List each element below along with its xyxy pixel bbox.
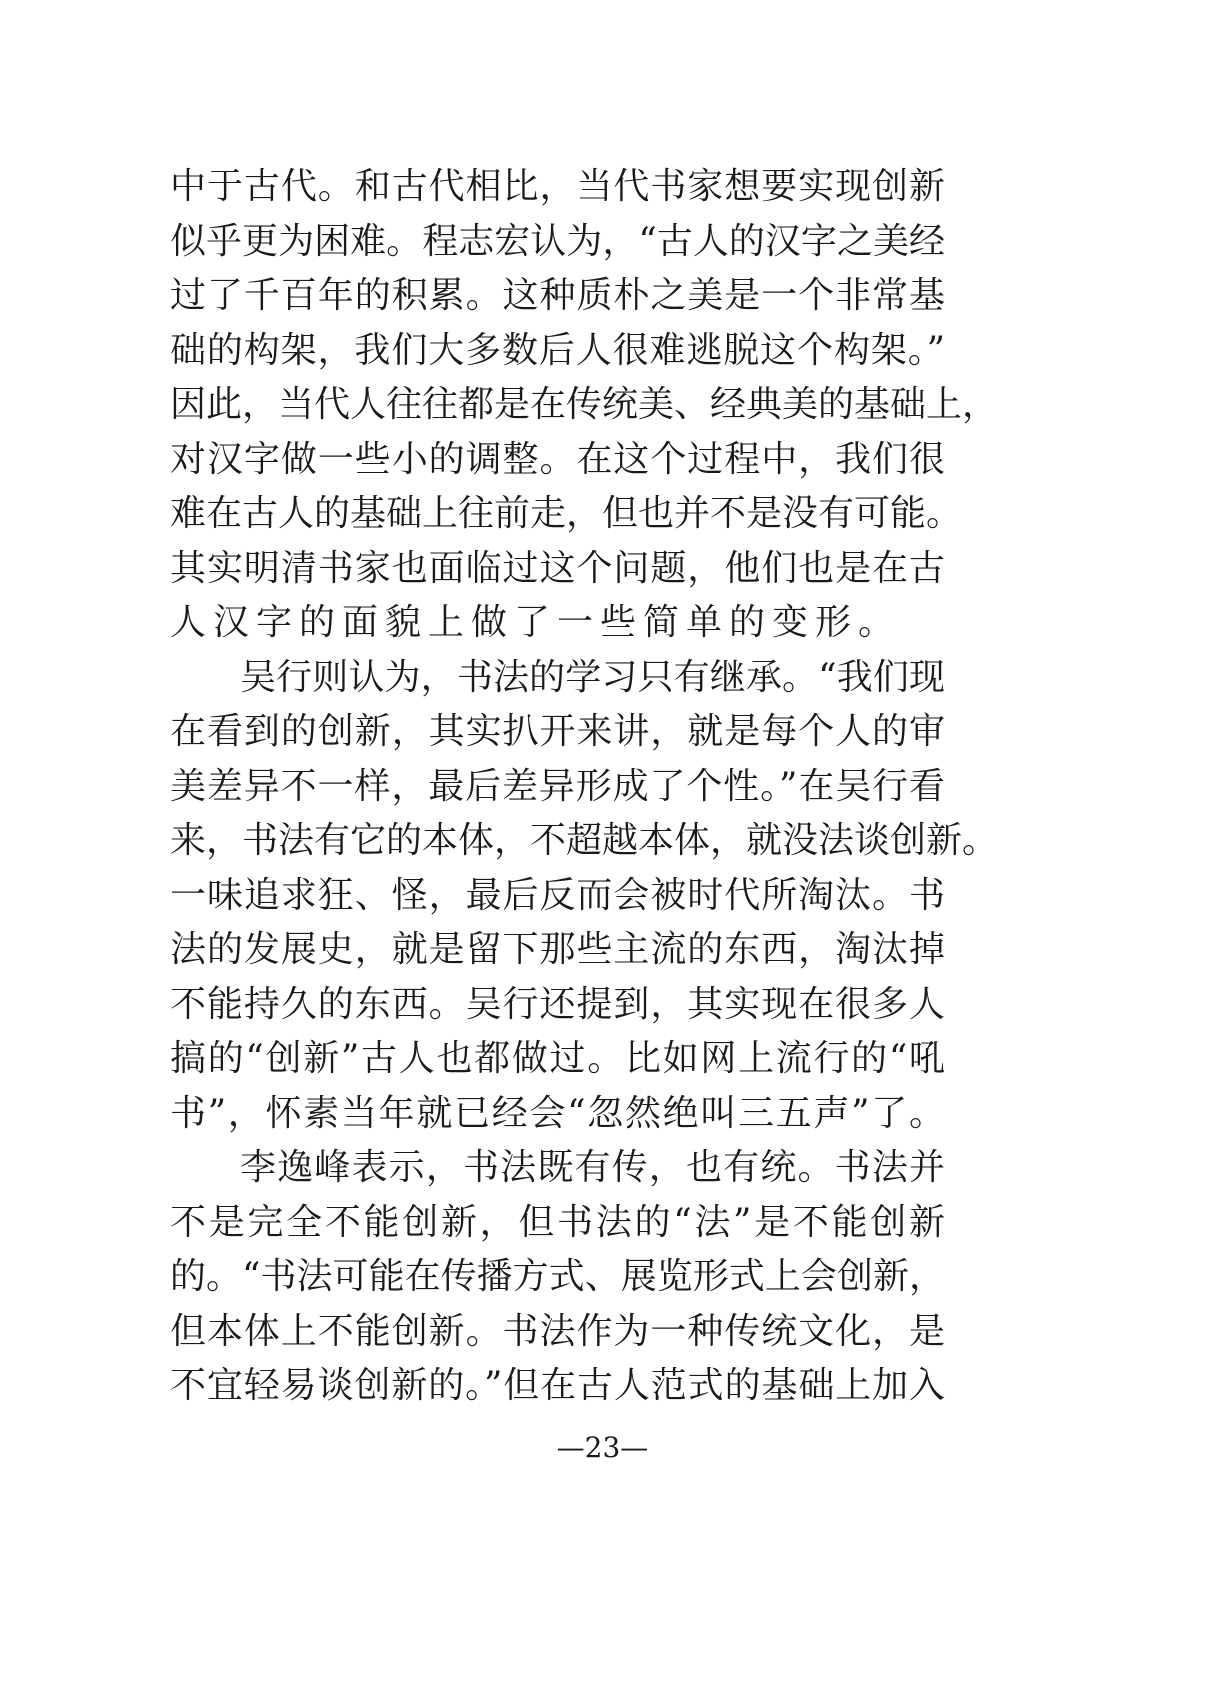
text-line: 难在古人的基础上往前走，但也并不是没有可能。: [170, 493, 963, 534]
body-text: [170, 160, 999, 1414]
text-line: 过了千百年的积累。这种质朴之美是一个非常基: [170, 275, 945, 316]
text-line: 不宜轻易谈创新的。”但在古人范式的基础上加入: [170, 1365, 945, 1406]
text-line: 法的发展史，就是留下那些主流的东西，淘汰掉: [170, 929, 945, 970]
page-number: —23—: [556, 1431, 649, 1464]
text-line: 对汉字做一些小的调整。在这个过程中，我们很: [170, 438, 945, 480]
text-line: 但本体上不能创新。书法作为一种传统文化，是: [170, 1310, 945, 1352]
text-line: 不是完全不能创新，但书法的“法”是不能创新: [170, 1201, 945, 1243]
text-line: 书”，怀素当年就已经会“忽然绝叫三五声”了。: [170, 1092, 945, 1134]
text-line: 一味追求狂、怪，最后反而会被时代所淘汰。书: [170, 874, 945, 916]
text-line: 中于古代。和古代相比，当代书家想要实现创新: [170, 166, 945, 207]
text-line: 来，书法有它的本体，不超越本体，就没法谈创新。: [170, 820, 999, 861]
text-line: 的。“书法可能在传播方式、展览形式上会创新，: [170, 1256, 945, 1297]
text-line: 其实明清书家也面临过这个问题，他们也是在古: [170, 547, 945, 589]
text-line: 在看到的创新，其实扒开来讲，就是每个人的审: [170, 711, 945, 752]
text-line: 因此，当代人往往都是在传统美、经典美的基础上，: [170, 384, 999, 425]
text-line: 吴行则认为，书法的学习只有继承。“我们现: [240, 656, 945, 698]
text-line: 似乎更为困难。程志宏认为，“古人的汉字之美经: [170, 220, 945, 262]
text-line: 不能持久的东西。吴行还提到，其实现在很多人: [170, 983, 945, 1025]
text-line: 美差异不一样，最后差异形成了个性。”在吴行看: [170, 765, 945, 807]
text-line: 搞的“创新”古人也都做过。比如网上流行的“吼: [170, 1038, 945, 1079]
text-line: 人汉字的面貌上做了一些简单的变形。: [170, 602, 902, 643]
text-line: 础的构架，我们大多数后人很难逃脱这个构架。”: [170, 329, 945, 371]
text-line: 李逸峰表示，书法既有传，也有统。书法并: [240, 1147, 945, 1188]
